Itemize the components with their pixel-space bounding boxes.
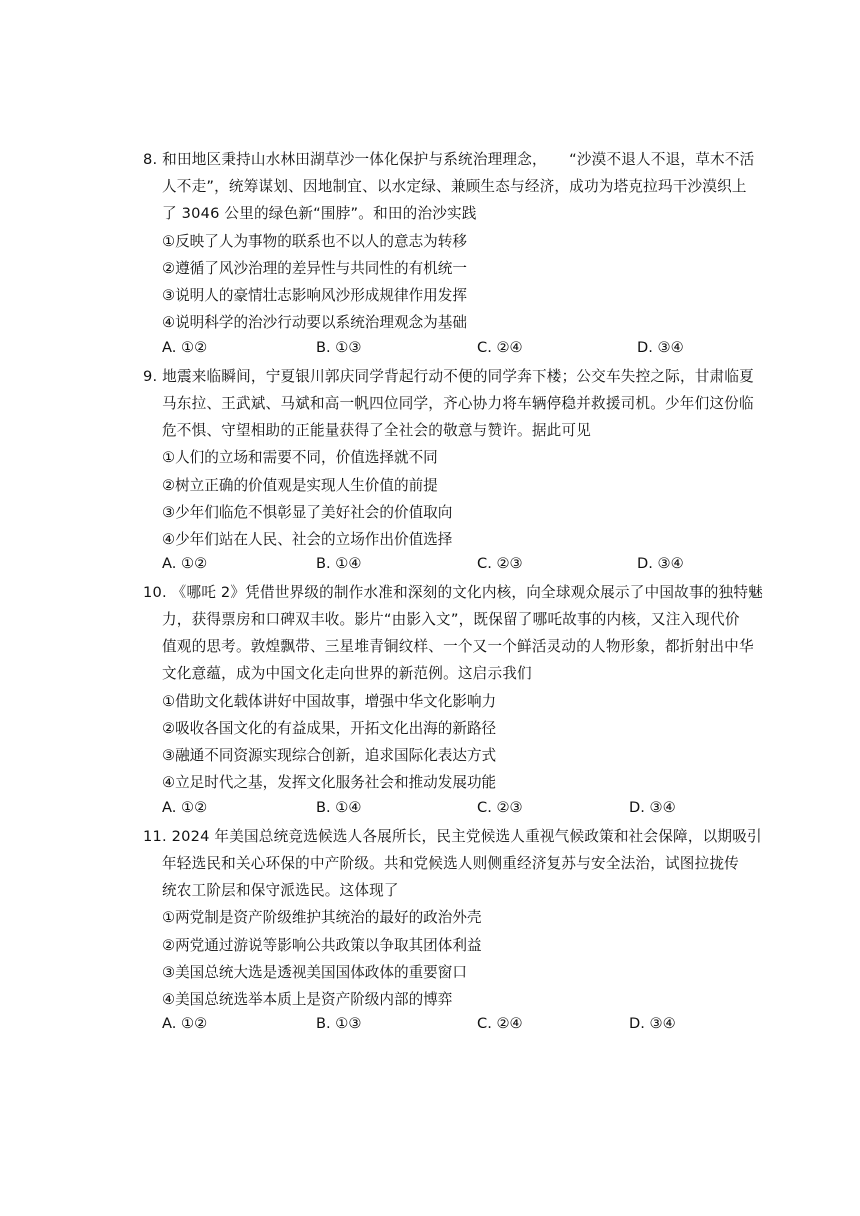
question-stem-line: 马东拉、王武斌、马斌和高一帆四位同学，齐心协力将车辆停稳并救援司机。少年们这份临 [162,395,754,412]
statement-item: ②遵循了风沙治理的差异性与共同性的有机统一 [162,260,467,277]
answer-choice-c: C. ②④ [477,339,523,356]
answer-choice-c: C. ②③ [477,555,523,572]
answer-choice-b: B. ①④ [316,799,362,816]
answer-choice-a: A. ①② [162,339,208,356]
answer-choice-d: D. ③④ [629,799,676,816]
question-stem-line: 年轻选民和关心环保的中产阶级。共和党候选人则侧重经济复苏与安全法治，试图拉拢传 [162,855,739,872]
answer-choice-b: B. ①③ [316,339,362,356]
question-stem-line: 9. 地震来临瞬间，宁夏银川郭庆同学背起行动不便的同学奔下楼；公交车失控之际，甘肃临夏 [143,368,754,385]
statement-item: ③融通不同资源实现综合创新，追求国际化表达方式 [162,747,497,764]
statement-item: ③说明人的豪情壮志影响风沙形成规律作用发挥 [162,287,467,304]
question-stem-line: 8. 和田地区秉持山水林田湖草沙一体化保护与系统治理理念， “沙漠不退人不退，草木不活 [143,151,755,168]
statement-item: ④少年们站在人民、社会的立场作出价值选择 [162,531,453,548]
statement-item: ②吸收各国文化的有益成果，开拓文化出海的新路径 [162,720,497,737]
question-stem-line: 力，获得票房和口碑双丰收。影片“由影入文”，既保留了哪吒故事的内核，又注入现代价 [162,611,740,628]
answer-choice-d: D. ③④ [637,555,684,572]
statement-item: ②树立正确的价值观是实现人生价值的前提 [162,477,438,494]
statement-item: ①反映了人为事物的联系也不以人的意志为转移 [162,233,467,250]
statement-item: ①人们的立场和需要不同，价值选择就不同 [162,449,438,466]
statement-item: ④立足时代之基，发挥文化服务社会和推动发展功能 [162,774,497,791]
answer-choice-d: D. ③④ [637,339,684,356]
answer-choice-c: C. ②③ [477,799,523,816]
question-stem-line: 人不走”，统筹谋划、因地制宜、以水定绿、兼顾生态与经济，成功为塔克拉玛干沙漠织上 [162,178,747,195]
statement-item: ①借助文化载体讲好中国故事，增强中华文化影响力 [162,693,497,710]
question-stem-line: 值观的思考。敦煌飘带、三星堆青铜纹样、一个又一个鲜活灵动的人物形象，都折射出中华 [162,638,754,655]
question-stem-line: 文化意蕴，成为中国文化走向世界的新范例。这启示我们 [162,665,532,682]
statement-item: ①两党制是资产阶级维护其统治的最好的政治外壳 [162,909,482,926]
answer-choice-c: C. ②④ [477,1015,523,1032]
statement-item: ③少年们临危不惧彰显了美好社会的价值取向 [162,504,453,521]
answer-choice-a: A. ①② [162,555,208,572]
question-stem-line: 11. 2024 年美国总统竞选候选人各展所长，民主党候选人重视气候政策和社会保障，以期吸引 [143,828,762,845]
question-stem-line: 10. 《哪吒 2》凭借世界级的制作水准和深刻的文化内核，向全球观众展示了中国故事的独特魅 [143,584,763,601]
statement-item: ④美国总统选举本质上是资产阶级内部的博弈 [162,991,453,1008]
question-stem-line: 危不惧、守望相助的正能量获得了全社会的敬意与赞许。据此可见 [162,422,592,439]
question-stem-line: 了 3046 公里的绿色新“围脖”。和田的治沙实践 [162,205,477,222]
statement-item: ③美国总统大选是透视美国国体政体的重要窗口 [162,964,467,981]
answer-choice-a: A. ①② [162,1015,208,1032]
statement-item: ②两党通过游说等影响公共政策以争取其团体利益 [162,937,482,954]
answer-choice-b: B. ①③ [316,1015,362,1032]
answer-choice-b: B. ①④ [316,555,362,572]
statement-item: ④说明科学的治沙行动要以系统治理观念为基础 [162,314,467,331]
question-stem-line: 统农工阶层和保守派选民。这体现了 [162,882,399,899]
answer-choice-a: A. ①② [162,799,208,816]
answer-choice-d: D. ③④ [629,1015,676,1032]
